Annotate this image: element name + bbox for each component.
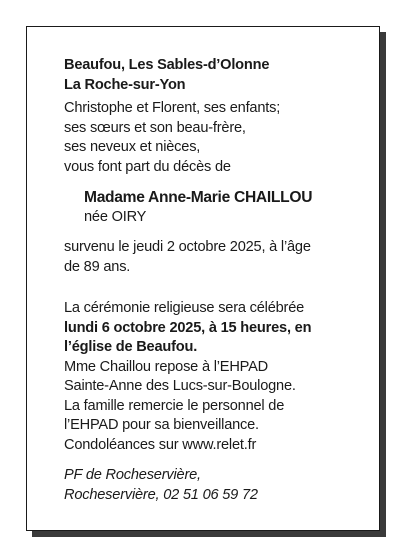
maiden-name: née OIRY	[84, 208, 147, 225]
location-line: La Roche-sur-Yon	[64, 76, 186, 93]
announcer-line: vous font part du décès de	[64, 158, 231, 175]
rest-line: Sainte-Anne des Lucs-sur-Boulogne.	[64, 378, 296, 394]
funeral-home-line: Rocheservière, 02 51 06 59 72	[64, 486, 258, 503]
ceremony-detail: lundi 6 octobre 2025, à 15 heures, en	[64, 319, 312, 336]
ceremony-intro: La cérémonie religieuse sera célébrée	[64, 300, 305, 316]
deceased-name: Madame Anne-Marie CHAILLOU	[84, 189, 313, 206]
notice-content	[64, 56, 364, 505]
rest-line: La famille remercie le personnel de	[64, 397, 285, 414]
obituary-notice	[26, 26, 380, 531]
announcer-line: ses sœurs et son beau-frère,	[64, 119, 246, 136]
death-info-line: de 89 ans.	[64, 258, 131, 275]
rest-line: l’EHPAD pour sa bienveillance.	[64, 417, 259, 433]
announcer-line: ses neveux et nièces,	[64, 139, 201, 155]
funeral-home-line: PF de Rocheservière,	[64, 467, 201, 483]
announcer-line: Christophe et Florent, ses enfants;	[64, 100, 281, 116]
death-info-line: survenu le jeudi 2 octobre 2025, à l’âge	[64, 239, 311, 255]
location-line: Beaufou, Les Sables-d’Olonne	[64, 57, 270, 73]
condolences-line: Condoléances sur www.relet.fr	[64, 436, 257, 453]
ceremony-detail: l’église de Beaufou.	[64, 339, 198, 355]
rest-line: Mme Chaillou repose à l’EHPAD	[64, 358, 268, 375]
